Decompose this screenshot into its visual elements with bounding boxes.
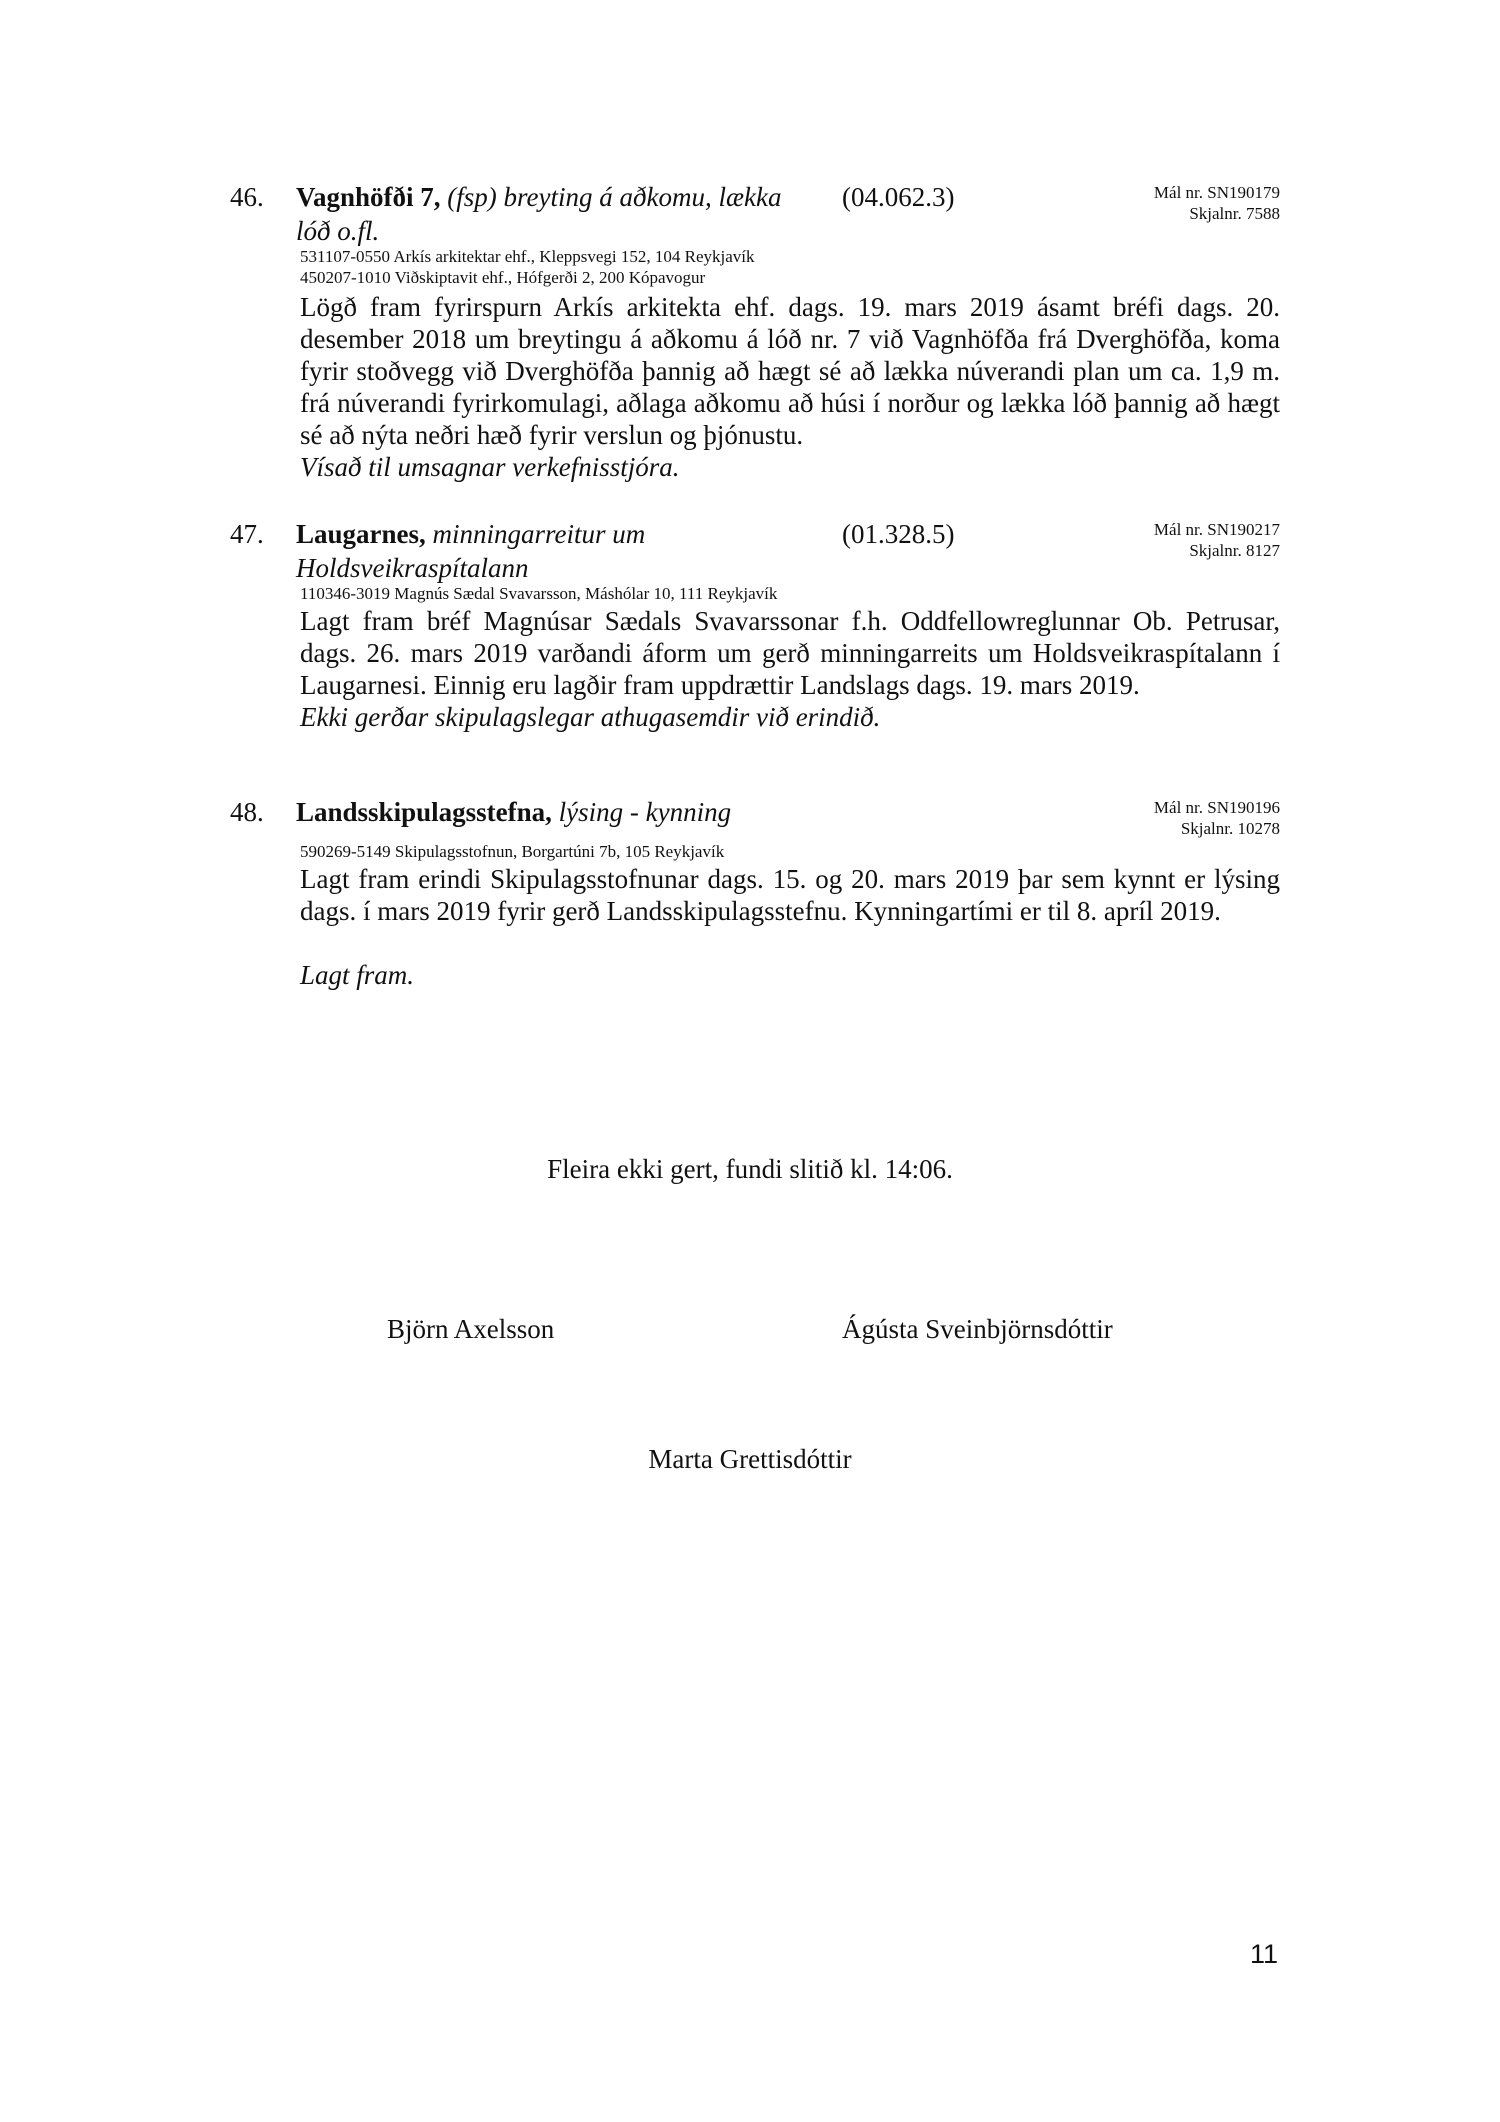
document-number: Skjalnr. 7588 — [1189, 204, 1280, 223]
item-conclusion: Lagt fram. — [300, 960, 415, 990]
applicant-list — [300, 246, 1280, 288]
item-title — [296, 517, 786, 585]
item-number: 46. — [230, 182, 264, 212]
case-number: Mál nr. SN190217 — [1153, 520, 1280, 539]
item-conclusion: Vísað til umsagnar verkefnisstjóra. — [300, 452, 680, 482]
item-title-bold: Laugarnes, — [296, 519, 426, 549]
item-title — [296, 795, 786, 829]
applicant: 450207-1010 Viðskiptavit ehf., Hófgerði 2, 200 Kópavogur — [300, 268, 706, 287]
applicant-list — [300, 583, 1280, 604]
document-number: Skjalnr. 10278 — [1180, 819, 1280, 838]
item-code: (04.062.3) — [842, 182, 955, 212]
item-number: 48. — [230, 797, 264, 827]
item-title-italic: minningarreitur um Holdsveikraspítalann — [296, 519, 646, 583]
item-title-italic: (fsp) breyting á aðkomu, lækka lóð o.fl. — [296, 182, 782, 246]
page-number: 11 — [1249, 1939, 1278, 1969]
item-body: Lagt fram bréf Magnúsar Sædals Svavarssonar f.h. Oddfellowreglunnar Ob. Petrusar, dags. 26. mars 2019 varðandi áform um gerð minningarreits um Holdsveikraspítalann í Laugarnesi. Einnig eru lagðir fram uppdrættir Landslags dags. 19. mars 2019. — [300, 606, 1280, 700]
item-title-bold: Vagnhöfði 7, — [296, 182, 441, 212]
item-reference — [1154, 797, 1280, 839]
applicant: 590269-5149 Skipulagsstofnun, Borgartúni 7b, 105 Reykjavík — [300, 842, 725, 861]
item-reference — [1154, 182, 1280, 224]
item-title-italic: lýsing - kynning — [558, 797, 732, 827]
applicant-list — [300, 841, 1280, 862]
case-number: Mál nr. SN190196 — [1153, 798, 1280, 817]
applicant: 531107-0550 Arkís arkitektar ehf., Kleppsvegi 152, 104 Reykjavík — [300, 247, 755, 266]
document-number: Skjalnr. 8127 — [1189, 541, 1280, 560]
item-body: Lögð fram fyrirspurn Arkís arkitekta ehf. dags. 19. mars 2019 ásamt bréfi dags. 20. desember 2018 um breytingu á aðkomu á lóð nr. 7 við Vagnhöfða frá Dverghöfða, koma fyrir stoðvegg við Dverghöfða þannig að hægt sé að lækka núverandi plan um ca. 1,9 m. frá núverandi fyrirkomulagi, aðlaga aðkomu að húsi í norður og lækka lóð þannig að hægt sé að nýta neðri hæð fyrir verslun og þjónustu. — [300, 292, 1280, 450]
applicant: 110346-3019 Magnús Sædal Svavarsson, Máshólar 10, 111 Reykjavík — [300, 584, 778, 603]
closing-statement: Fleira ekki gert, fundi slitið kl. 14:06. — [547, 1154, 953, 1184]
item-body: Lagt fram erindi Skipulagsstofnunar dags. 15. og 20. mars 2019 þar sem kynnt er lýsing dags. í mars 2019 fyrir gerð Landsskipulagsstefnu. Kynningartími er til 8. apríl 2019. — [300, 864, 1280, 926]
case-number: Mál nr. SN190179 — [1153, 183, 1280, 202]
signature-name: Ágústa Sveinbjörnsdóttir — [842, 1314, 1113, 1344]
signature-name: Marta Grettisdóttir — [648, 1444, 852, 1474]
item-conclusion: Ekki gerðar skipulagslegar athugasemdir við erindið. — [300, 702, 881, 732]
item-title-bold: Landsskipulagsstefna, — [296, 797, 552, 827]
item-number: 47. — [230, 519, 264, 549]
signature-name: Björn Axelsson — [387, 1314, 555, 1344]
item-reference — [1154, 519, 1280, 561]
item-code: (01.328.5) — [842, 519, 955, 549]
item-title — [296, 180, 786, 248]
